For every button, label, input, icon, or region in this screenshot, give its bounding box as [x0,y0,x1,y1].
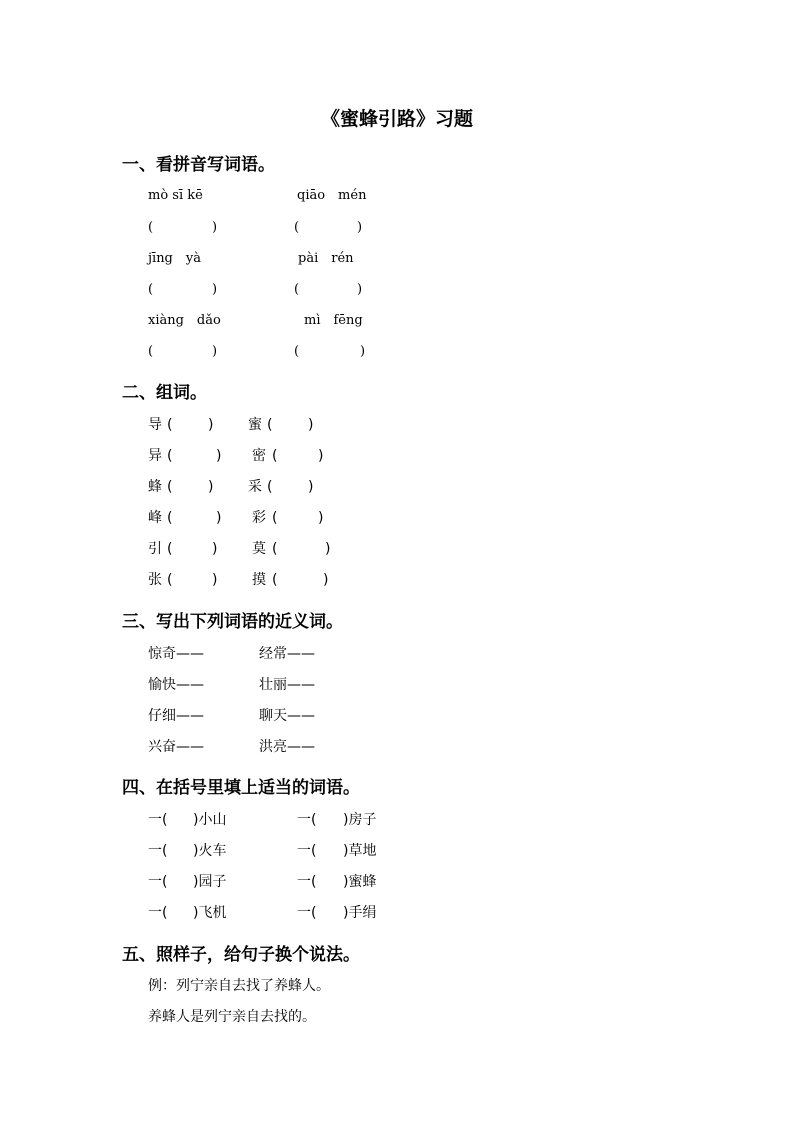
paren-close: ) [212,541,218,557]
fill-prefix: 一( [297,905,317,921]
section-4-heading: 四、在括号里填上适当的词语。 [122,778,360,798]
answer-paren-close: ) [212,220,218,235]
char-item: 张 [148,572,162,588]
char-item: 蜂 [148,479,162,495]
paren-open: ( [272,510,278,526]
char-item: 引 [148,541,162,557]
fill-item: )草地 [343,843,377,859]
section-2-heading: 二、组词。 [122,383,207,403]
answer-paren-close: ) [212,282,218,297]
page-title: 《蜜蜂引路》习题 [320,108,473,130]
pinyin-2: qiāo mén [297,188,367,203]
fill-prefix: 一( [297,812,317,828]
fill-item: )房子 [343,812,377,828]
paren-close: ) [216,510,222,526]
paren-close: ) [308,479,314,495]
char-item: 彩 [252,510,266,526]
pinyin-3: jīng yà [148,251,201,266]
fill-item: )手绢 [343,905,377,921]
fill-item: )园子 [193,874,227,890]
synonym-item: 洪亮—— [259,739,315,755]
pinyin-5: xiàng dǎo [148,313,221,328]
synonym-item: 壮丽—— [259,677,315,693]
pinyin-6: mì fēng [304,313,363,328]
paren-open: ( [167,417,173,433]
section-5-heading: 五、照样子，给句子换个说法。 [122,945,360,965]
example-sentence: 例：列宁亲自去找了养蜂人。 [148,978,330,994]
char-item: 莫 [252,541,266,557]
synonym-item: 惊奇—— [148,646,204,662]
answer-paren-open: ( [148,220,154,235]
char-item: 导 [148,417,162,433]
char-item: 密 [252,448,266,464]
paren-open: ( [272,448,278,464]
paren-open: ( [167,448,173,464]
synonym-item: 兴奋—— [148,739,204,755]
paren-open: ( [272,541,278,557]
fill-item: )小山 [193,812,227,828]
char-item: 摸 [252,572,266,588]
fill-prefix: 一( [297,874,317,890]
paren-close: ) [318,510,324,526]
paren-open: ( [167,541,173,557]
paren-close: ) [318,448,324,464]
answer-paren-close: ) [360,344,366,359]
fill-prefix: 一( [148,874,168,890]
fill-item: )飞机 [193,905,227,921]
answer-paren-open: ( [148,344,154,359]
pinyin-4: pài rén [298,251,354,266]
paren-close: ) [208,417,214,433]
synonym-item: 经常—— [259,646,315,662]
fill-prefix: 一( [148,812,168,828]
synonym-item: 聊天—— [259,708,315,724]
char-item: 蜜 [248,417,262,433]
fill-prefix: 一( [148,905,168,921]
answer-paren-close: ) [357,282,363,297]
paren-close: ) [325,541,331,557]
fill-item: )火车 [193,843,227,859]
fill-prefix: 一( [148,843,168,859]
answer-paren-open: ( [294,220,300,235]
paren-close: ) [308,417,314,433]
example-answer: 养蜂人是列宁亲自去找的。 [148,1009,316,1025]
paren-open: ( [167,572,173,588]
char-item: 峰 [148,510,162,526]
pinyin-1: mò sī kē [148,188,203,203]
paren-open: ( [272,572,278,588]
fill-item: )蜜蜂 [343,874,377,890]
char-item: 异 [148,448,162,464]
paren-open: ( [267,417,273,433]
section-1-heading: 一、看拼音写词语。 [122,155,275,175]
paren-open: ( [167,479,173,495]
answer-paren-open: ( [148,282,154,297]
paren-close: ) [208,479,214,495]
paren-open: ( [267,479,273,495]
fill-prefix: 一( [297,843,317,859]
char-item: 采 [248,479,262,495]
answer-paren-close: ) [357,220,363,235]
paren-close: ) [212,572,218,588]
answer-paren-close: ) [212,344,218,359]
answer-paren-open: ( [294,344,300,359]
synonym-item: 仔细—— [148,708,204,724]
section-3-heading: 三、写出下列词语的近义词。 [122,612,343,632]
synonym-item: 愉快—— [148,677,204,693]
paren-close: ) [323,572,329,588]
answer-paren-open: ( [294,282,300,297]
paren-open: ( [167,510,173,526]
paren-close: ) [216,448,222,464]
